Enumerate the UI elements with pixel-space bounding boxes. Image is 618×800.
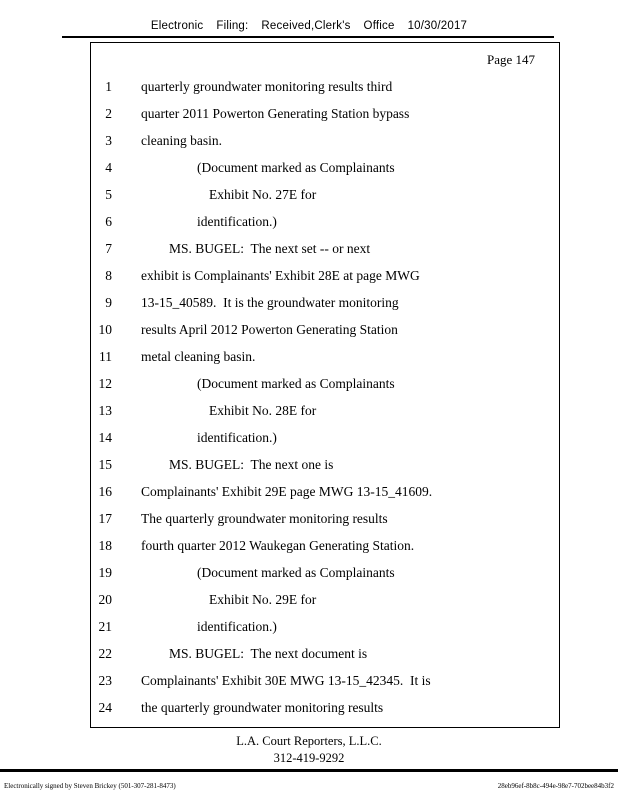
- line-number: 17: [98, 511, 112, 526]
- line-text: (Document marked as Complainants: [197, 376, 395, 391]
- line-number: 2: [105, 106, 112, 121]
- transcript-line: [91, 208, 559, 235]
- line-text: identification.): [197, 214, 277, 229]
- line-number: 10: [98, 322, 112, 337]
- page-number: Page 147: [486, 52, 535, 67]
- line-number: 21: [98, 619, 112, 634]
- line-number: 1: [105, 79, 112, 94]
- efiling-stamp: [0, 20, 618, 32]
- line-text: (Document marked as Complainants: [197, 565, 395, 580]
- line-number: 18: [98, 538, 112, 553]
- line-text: the quarterly groundwater monitoring results: [141, 700, 384, 715]
- transcript-line: [91, 586, 559, 613]
- reporter-footer: [0, 733, 618, 767]
- line-text: Exhibit No. 27E for: [209, 187, 317, 202]
- stamp-word: Office: [363, 20, 395, 32]
- line-number: 20: [98, 592, 112, 607]
- line-number: 12: [98, 376, 112, 391]
- line-text: fourth quarter 2012 Waukegan Generating Station.: [141, 538, 415, 553]
- transcript-line: [91, 640, 559, 667]
- line-text: (Document marked as Complainants: [197, 160, 395, 175]
- transcript-line: [91, 262, 559, 289]
- line-number: 14: [98, 430, 112, 445]
- line-text: metal cleaning basin.: [141, 349, 256, 364]
- line-text: identification.): [197, 619, 277, 634]
- reporter-name: L.A. Court Reporters, L.L.C.: [236, 734, 382, 748]
- transcript-line: [91, 154, 559, 181]
- transcript-line: [91, 667, 559, 694]
- transcript-page: [90, 42, 560, 728]
- line-number: 8: [105, 268, 112, 283]
- transcript-line: [91, 289, 559, 316]
- line-text: exhibit is Complainants' Exhibit 28E at page MWG: [141, 268, 420, 283]
- line-number: 9: [105, 295, 112, 310]
- transcript-line: [91, 100, 559, 127]
- line-text: quarterly groundwater monitoring results third: [141, 79, 393, 94]
- line-text: MS. BUGEL: The next set -- or next: [169, 241, 371, 256]
- transcript-line: [91, 505, 559, 532]
- transcript-line: [91, 316, 559, 343]
- transcript-line: [91, 181, 559, 208]
- transcript-line: [91, 613, 559, 640]
- stamp-word: Received,Clerk's: [261, 20, 351, 32]
- transcript-line: [91, 343, 559, 370]
- transcript-line: [91, 73, 559, 100]
- transcript-line: [91, 424, 559, 451]
- line-text: MS. BUGEL: The next one is: [169, 457, 334, 472]
- signature-text: Electronically signed by Steven Brickey (501-307-281-8473): [4, 782, 176, 790]
- document-hash: 28eb96ef-8b8c-494e-98e7-702bee84b3f2: [497, 782, 614, 790]
- signature-strip: [0, 782, 618, 794]
- line-text: Complainants' Exhibit 30E MWG 13-15_42345. It is: [141, 673, 431, 688]
- line-number: 16: [98, 484, 112, 499]
- line-text: cleaning basin.: [141, 133, 222, 148]
- line-number: 3: [105, 133, 112, 148]
- bottom-divider: [0, 769, 618, 772]
- transcript-line: [91, 451, 559, 478]
- line-number: 15: [98, 457, 112, 472]
- transcript-line: [91, 397, 559, 424]
- line-text: Exhibit No. 29E for: [209, 592, 317, 607]
- transcript-line: [91, 235, 559, 262]
- stamp-divider: [62, 36, 554, 38]
- line-text: 13-15_40589. It is the groundwater monitoring: [141, 295, 399, 310]
- stamp-date: 10/30/2017: [407, 20, 468, 32]
- line-number: 6: [105, 214, 112, 229]
- line-text: quarter 2011 Powerton Generating Station bypass: [141, 106, 410, 121]
- stamp-word: Filing:: [216, 20, 249, 32]
- transcript-line: [91, 532, 559, 559]
- reporter-phone: 312-419-9292: [273, 751, 345, 765]
- line-text: MS. BUGEL: The next document is: [169, 646, 368, 661]
- line-number: 13: [98, 403, 112, 418]
- line-text: Exhibit No. 28E for: [209, 403, 317, 418]
- transcript-lines: [91, 73, 559, 721]
- line-number: 4: [105, 160, 112, 175]
- transcript-line: [91, 559, 559, 586]
- line-number: 11: [99, 349, 112, 364]
- line-number: 5: [105, 187, 112, 202]
- transcript-line: [91, 478, 559, 505]
- line-text: The quarterly groundwater monitoring results: [141, 511, 388, 526]
- transcript-line: [91, 370, 559, 397]
- transcript-line: [91, 694, 559, 721]
- line-number: 7: [105, 241, 112, 256]
- transcript-line: [91, 127, 559, 154]
- line-text: results April 2012 Powerton Generating Station: [141, 322, 398, 337]
- stamp-word: Electronic: [150, 20, 204, 32]
- line-number: 22: [98, 646, 112, 661]
- line-number: 19: [98, 565, 112, 580]
- line-number: 24: [98, 700, 112, 715]
- line-text: Complainants' Exhibit 29E page MWG 13-15_41609.: [141, 484, 433, 499]
- line-number: 23: [98, 673, 112, 688]
- line-text: identification.): [197, 430, 277, 445]
